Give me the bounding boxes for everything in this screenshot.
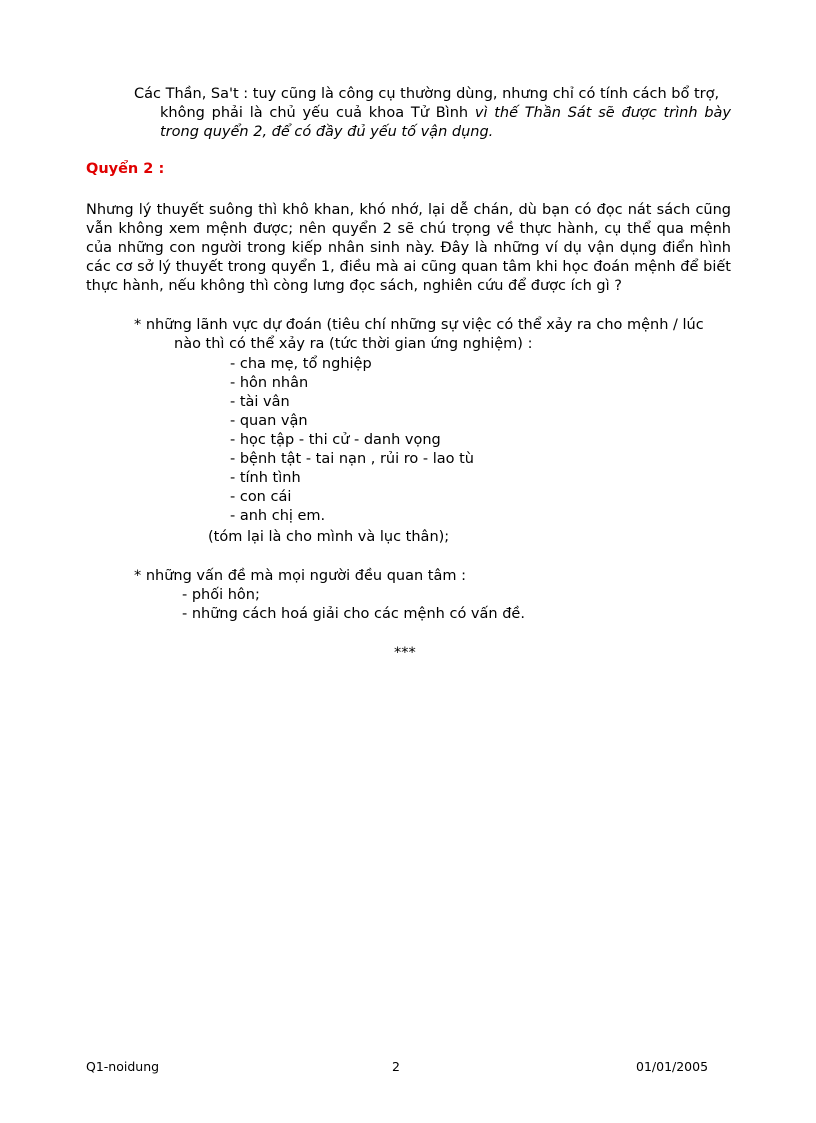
intro-continuation	[134, 104, 731, 142]
list-item: - những cách hoá giải cho các mệnh có vấn đề.	[182, 606, 525, 622]
common-concerns-list	[182, 586, 525, 624]
section-separator: ***	[394, 645, 416, 661]
list-item: - cha mẹ, tổ nghiệp	[230, 356, 372, 372]
bullet-1-line-2: nào thì có thể xảy ra (tức thời gian ứng nghiệm) :	[174, 336, 533, 352]
footer-document-name: Q1-noidung	[86, 1059, 160, 1074]
intro-text-normal: không phải là chủ yếu cuả khoa Tử Bình	[160, 105, 475, 121]
bullet-prediction-areas	[134, 316, 731, 354]
body-paragraph: Nhưng lý thuyết suông thì khô khan, khó nhớ, lại dễ chán, dù bạn có đọc nát sách cũng vẫn không xem mệnh được; nên quyển 2 sẽ chú trọng về thực hành, cụ thể qua mệnh của những con người trong kiếp nhân sinh này. Đây là những ví dụ vận dụng điển hình các cơ sở lý thuyết trong quyển 1, điều mà ai cũng quan tâm khi học đoán mệnh để biết thực hành, nếu không thì còng lưng đọc sách, nghiên cứu để được ích gì ?	[86, 202, 731, 294]
list-item: - quan vận	[230, 413, 308, 429]
list-item: - tài vân	[230, 394, 290, 410]
list-item: - hôn nhân	[230, 375, 309, 391]
list-item: - phối hôn;	[182, 587, 260, 603]
list-item: - tính tình	[230, 470, 301, 486]
intro-paragraph	[134, 85, 731, 142]
footer-date: 01/01/2005	[636, 1059, 709, 1074]
section-heading: Quyển 2 :	[86, 161, 165, 177]
bullet-1-line-1: * những lãnh vực dự đoán (tiêu chí những sự việc có thể xảy ra cho mệnh / lúc	[134, 317, 704, 333]
list-item: - bệnh tật - tai nạn , rủi ro - lao tù	[230, 451, 474, 467]
bullet-common-concerns: * những vấn đề mà mọi người đều quan tâm :	[134, 568, 466, 584]
intro-text-italic: vì thế Thần Sát sẽ được trình bày trong quyển 2, để có đầy đủ yếu tố vận dụng.	[160, 105, 731, 140]
footer-page-number: 2	[392, 1059, 400, 1074]
prediction-summary: (tóm lại là cho mình và lục thân);	[208, 529, 450, 545]
intro-line-1: Các Thần, Sa't : tuy cũng là công cụ thường dùng, nhưng chỉ có tính cách bổ trợ,	[134, 86, 720, 102]
list-item: - học tập - thi cử - danh vọng	[230, 432, 441, 448]
list-item: - con cái	[230, 489, 292, 505]
list-item: - anh chị em.	[230, 508, 326, 524]
prediction-areas-list	[230, 355, 474, 526]
